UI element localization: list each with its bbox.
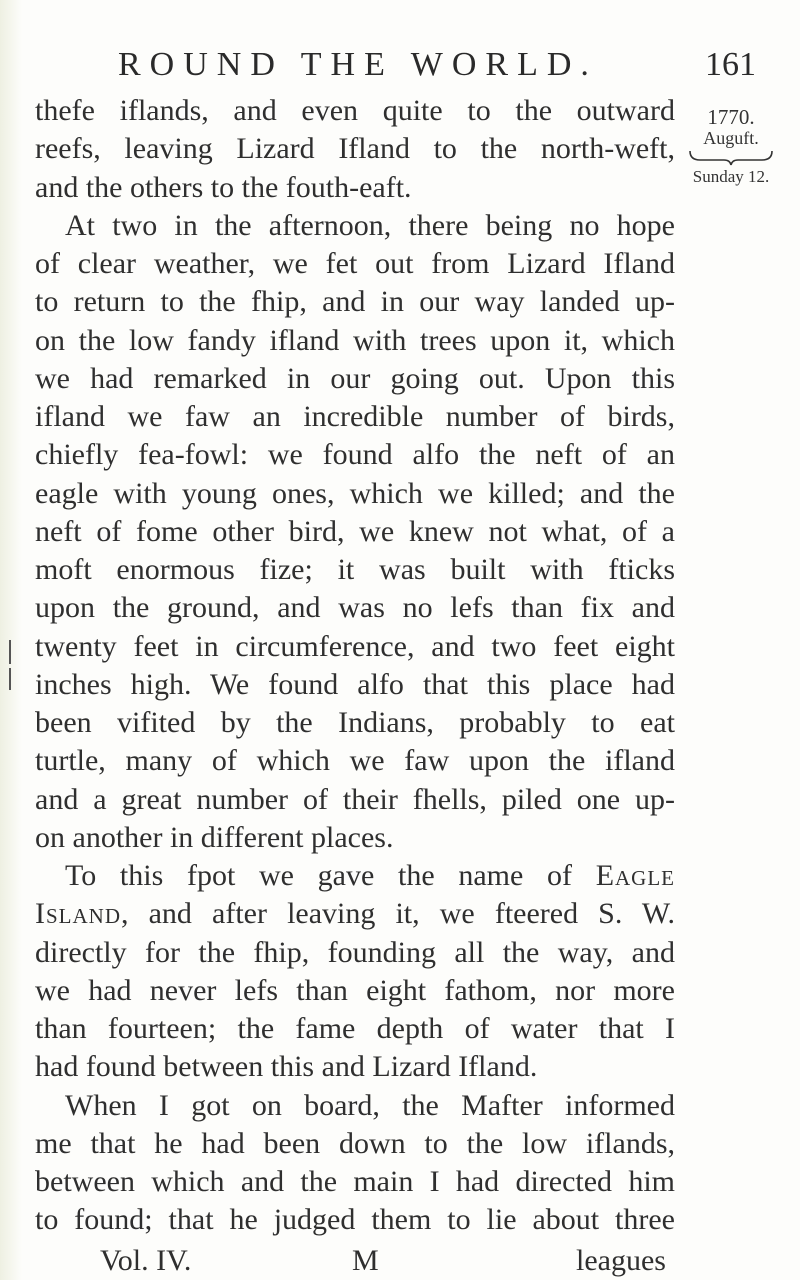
text-line: eagle with young ones, which we killed; and the [35, 476, 675, 510]
text-line: between which and the main I had directed him [35, 1165, 675, 1198]
signature-mark: M [352, 1244, 379, 1277]
running-head: ROUND THE WORLD. [118, 46, 598, 83]
body-text [35, 92, 675, 1240]
text-line: turtle, many of which we faw upon the ifland [35, 744, 675, 778]
text-line: inches high. We found alfo that this place had [35, 667, 675, 701]
text-line: At two in the afternoon, there being no hope [65, 208, 675, 242]
page-edge-shadow [0, 0, 22, 1280]
text-line: me that he had been down to the low iflands, [35, 1126, 675, 1160]
text-line: ifland we faw an incredible number of birds, [35, 400, 675, 433]
brace-icon [688, 148, 774, 166]
text-line: chiefly fea-fowl: we found alfo the neft of an [35, 438, 675, 472]
text-line: been vifited by the Indians, probably to eat [35, 706, 675, 739]
text-line: than fourteen; the fame depth of water that I [35, 1012, 675, 1045]
margin-date-note [688, 106, 774, 188]
text-line: and the others to the fouth-eaft. [35, 170, 412, 204]
place-name-island: Island [35, 897, 121, 931]
text-line: When I got on board, the Mafter informed [65, 1088, 675, 1122]
text-line: on the low fandy ifland with trees upon it, which [35, 323, 675, 357]
page-number: 161 [705, 46, 756, 83]
text-line: we had never lefs than eight fathom, nor more [35, 973, 675, 1007]
catchword: leagues [576, 1244, 666, 1277]
margin-month: Auguft. [703, 128, 759, 148]
text-line: neft of fome other bird, we knew not what, of a [35, 514, 675, 548]
text-line: reefs, leaving Lizard Ifland to the north-weft, [35, 132, 675, 166]
text-line: to found; that he judged them to lie about three [35, 1203, 675, 1237]
text-line: we had remarked in our going out. Upon this [35, 361, 675, 395]
text-line: directly for the fhip, founding all the way, and [35, 935, 675, 969]
margin-rule-mark [9, 640, 11, 664]
text-line [35, 857, 675, 895]
text-line: to return to the fhip, and in our way landed up- [35, 285, 675, 319]
text-line [35, 895, 675, 933]
text-line: of clear weather, we fet out from Lizard Ifland [35, 247, 675, 280]
text-line: moft enormous fize; it was built with fticks [35, 553, 675, 586]
text-fragment: To this fpot we gave the name of [65, 859, 596, 892]
margin-rule-mark [9, 668, 11, 690]
text-line: thefe iflands, and even quite to the outward [35, 94, 675, 127]
text-line: had found between this and Lizard Ifland. [35, 1050, 538, 1084]
text-line: on another in different places. [35, 820, 394, 854]
text-fragment: , and after leaving it, we fteered S. W. [121, 897, 675, 931]
margin-day: Sunday 12. [692, 167, 770, 186]
text-line: and a great number of their fhells, piled one up- [35, 782, 675, 816]
volume-label: Vol. IV. [100, 1244, 192, 1277]
place-name-eagle: Eagle [595, 859, 675, 892]
text-line: upon the ground, and was no lefs than fix and [35, 591, 675, 625]
margin-year: 1770. [707, 105, 755, 129]
text-line: twenty feet in circumference, and two feet eight [35, 629, 675, 663]
